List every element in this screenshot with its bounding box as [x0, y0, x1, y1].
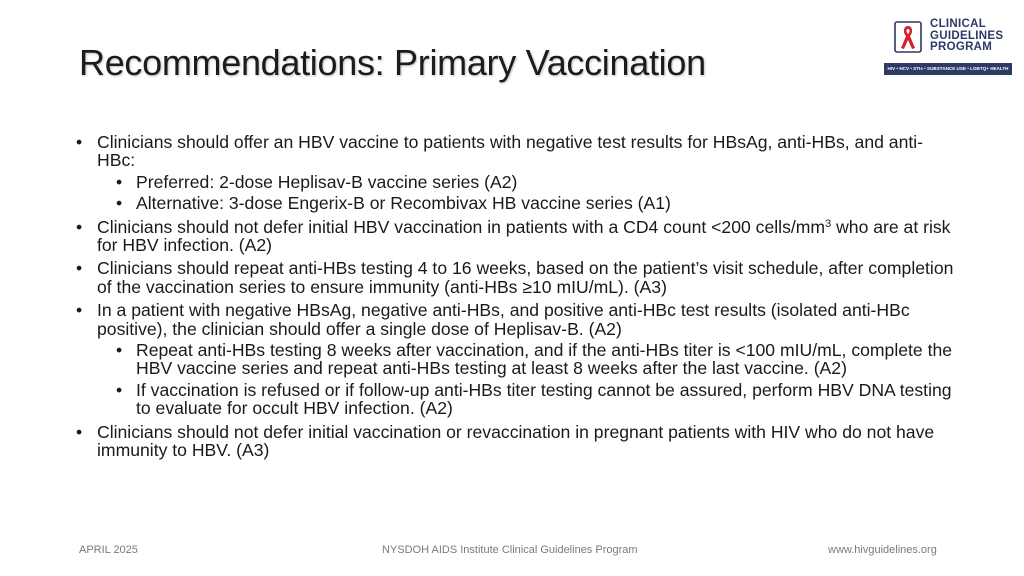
bullet-item — [74, 423, 954, 460]
recommendations-list — [74, 133, 954, 465]
superscript: 3 — [825, 217, 832, 230]
bullet-item — [74, 133, 954, 213]
sub-bullet-item: • Repeat anti-HBs testing 8 weeks after vaccination, and if the anti-HBs titer is <100 mIU/mL, complete the HBV vaccine series and repeat anti-HBs testing at least 8 weeks after the last vaccine. (A2) — [97, 341, 954, 378]
bullet-item — [74, 218, 954, 255]
bullet-text: Clinicians should offer an HBV vaccine to patients with negative test results for HBsAg, anti-HBs, and anti-HBc: — [97, 132, 924, 171]
footer-program: NYSDOH AIDS Institute Clinical Guidelines Program — [382, 544, 638, 556]
clinical-guidelines-program-logo — [884, 18, 1012, 76]
bullet-item — [74, 259, 954, 296]
bullet-text: Clinicians should repeat anti-HBs testing 4 to 16 weeks, based on the patient’s visit schedule, after completion of the vaccination series to ensure immunity (anti-HBs ≥10 mIU/mL). (A3) — [97, 258, 954, 297]
bullet-text: In a patient with negative HBsAg, negative anti-HBs, and positive anti-HBc test results (isolated anti-HBc positive), the clinician should offer a single dose of Heplisav-B. (A2) — [97, 300, 910, 339]
logo-line-2: GUIDELINES — [930, 29, 1004, 42]
sub-bullet-item: • Alternative: 3-dose Engerix-B or Recombivax HB vaccine series (A1) — [97, 194, 954, 212]
sub-bullet-list — [97, 341, 954, 418]
logo-wordmark — [930, 19, 1003, 54]
sub-bullet-item: • If vaccination is refused or if follow-up anti-HBs titer testing cannot be assured, perform HBV DNA testing to evaluate for occult HBV infection. (A2) — [97, 381, 954, 418]
logo-tagline: HIV • HCV • STIs • SUBSTANCE USE • LGBTQ+ HEALTH — [884, 63, 1012, 75]
footer-date: APRIL 2025 — [79, 544, 138, 556]
sub-bullet-list — [97, 173, 954, 213]
bullet-item — [74, 301, 954, 417]
ribbon-logo-icon — [894, 21, 922, 53]
sub-bullet-item: • Preferred: 2-dose Heplisav-B vaccine series (A2) — [97, 173, 954, 191]
logo-line-1: CLINICAL — [930, 18, 987, 30]
bullet-text: Clinicians should not defer initial HBV vaccination in patients with a CD4 count <200 cells/mm — [97, 216, 826, 237]
bullet-text: who are at risk for HBV infection. (A2) — [97, 216, 951, 256]
logo-line-3: PROGRAM — [930, 41, 993, 53]
slide-title: Recommendations: Primary Vaccination — [79, 42, 706, 83]
footer-website-link[interactable]: www.hivguidelines.org — [828, 544, 937, 556]
bullet-text: Clinicians should not defer initial vaccination or revaccination in pregnant patients with HIV who do not have immunity to HBV. (A3) — [97, 421, 935, 461]
